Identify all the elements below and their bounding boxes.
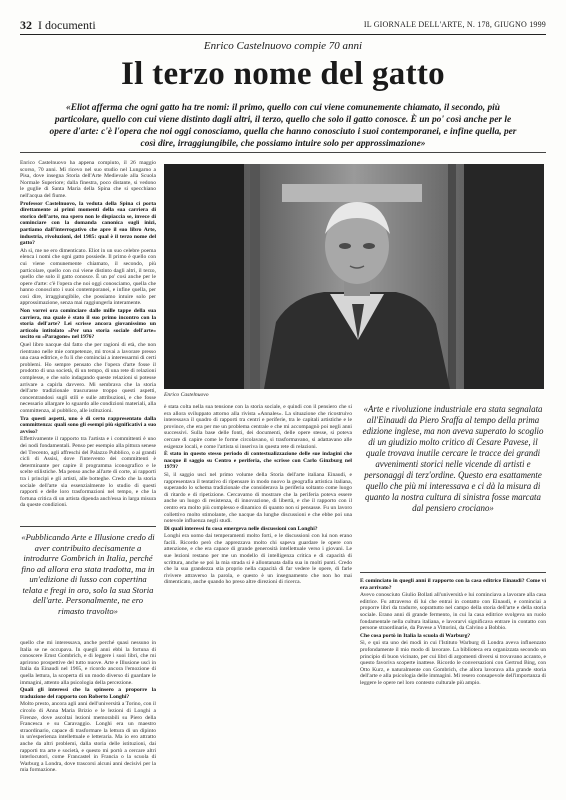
body-paragraph: Avevo conosciuto Giulio Bollati all'università e lui cominciava a lavorare alla casa editrice. Fu attraverso di lui che entrai in contatto con Einaudi, e cominciai a proporre libri da tradurre, soprattutto nel campo della storia dell'arte e della storia sociale. Erano anni di grande fermento, in cui la casa editrice svolgeva un ruolo fondamentale nella cultura italiana, e lavorarvi significava entrare in contatto con persone straordinarie, da Pavese a Vittorini, da Calvino a Bobbio. (360, 592, 546, 632)
page-header (20, 16, 546, 35)
body-paragraph: Sì, e qui sta uno dei modi in cui l'Istituto Warburg di Londra aveva influenzato profondamente il mio modo di lavorare. La biblioteca era organizzata secondo un principio di buon vicinato, per cui libri di argomenti diversi si trovavano accanto, e questo favoriva scoperte inattese. Ricordo le conversazioni con Gertrud Bing, con Otto Kurz, e naturalmente con Gombrich, che allora lavorava alla grande storia dell'arte e alla psicologia delle immagini. Mi resero consapevole dell'importanza di leggere le opere nel loro contesto culturale più ampio. (360, 640, 546, 686)
body-paragraph: Quel libro nacque dal fatto che per ragioni di età, che non rientrano nelle mie competenze, mi trovai a lavorare presso una casa editrice, e fu lì che cominciai a interessarmi di certi problemi. Ho sempre pensato che l'opera d'arte fosse il prodotto di una società, di un tempo, di una rete di relazioni complesse, e che solo indagando queste relazioni si potesse arrivare a capirla davvero. Mi sembrava che la storia dell'arte tradizionale trascurasse troppo questi aspetti, concentrandosi sugli stili e sulle attribuzioni, e che fosse necessario allargare lo sguardo alle condizioni materiali, alla committenza, al pubblico, alle istituzioni. (20, 342, 156, 414)
body-paragraph: Molto presto, ancora agli anni dell'università a Torino, con il circolo di Anna Maria Brizio e le lezioni di Longhi a Firenze, dove ascoltai lezioni memorabili su Piero della Francesca e su Caravaggio. Longhi era un maestro straordinario, capace di trasformare la lettura di un dipinto in un'esperienza intellettuale e letteraria. Ma io ero attratto anche da altri problemi, dalla storia delle istituzioni, dai rapporti tra arte e società, e questo mi portò a cercare altri interlocutori, come Francastel in Francia o la scuola di Warburg a Londra, dove trascorsi alcuni anni decisivi per la mia formazione. (20, 701, 156, 774)
body-paragraph: è stata colta nella sua tensione con la storia sociale, e quindi con il pensiero che si era allora sviluppato attorno alla rivista «Annales». La situazione che ricostruivo interessava il quadro di rapporti tra centri e periferie, tra le capitali artistiche e le province, che era per me un problema centrale e che mi accompagnò poi negli anni successivi. Sulla base delle fonti, dei documenti, delle opere stesse, si poteva cercare di capire come le forme circolavano, si trasformavano, si adattavano alle esigenze locali, e come l'artista si inseriva in questa rete di relazioni. (164, 404, 352, 450)
column-1-upper (20, 160, 156, 522)
photo-caption: Enrico Castelnuovo (164, 392, 209, 398)
portrait-image (164, 164, 544, 389)
column-2 (164, 404, 352, 780)
interview-question: È cominciato in quegli anni il rapporto con la casa editrice Einaudi? Come vi era arrivato? (360, 578, 546, 591)
body-paragraph: Longhi era uomo dai temperamenti molto forti, e le discussioni con lui non erano facili. Ricordo però che apprezzava molto chi sapeva guardare le opere con attenzione, e che era capace di grande generosità intellettuale verso i giovani. Le sue lezioni restano per me un modello di intelligenza critica e di capacità di scrittura, anche se poi la mia strada si è allontanata dalla sua in molti punti. Credo che la sua grandezza stia proprio nella capacità di far vedere le opere, di farle rivivere attraverso la parola, e questo è un insegnamento che non ho mai dimenticato, anche quando ho preso altre direzioni di ricerca. (164, 533, 352, 586)
publication-info: IL GIORNALE DELL'ARTE, N. 178, GIUGNO 1999 (363, 20, 546, 29)
interview-question: Quali gli interessi che la spinsero a proporre la traduzione del rapporto con Roberto Longhi? (20, 687, 156, 700)
interview-question: È stato in questo stesso periodo di contestualizzazione delle sue indagini che nacque il saggio su Centro e periferia, che scrisse con Carlo Ginzburg nel 1979? (164, 451, 352, 471)
pull-quote-left: «Pubblicando Arte e Illusione credo di aver contribuito decisamente a introdurre Gombrich in Italia, perché fino ad allora era stata tradotta, ma in un'edizione di lusso con copertina telata e fregi in oro, solo la sua Storia dell'arte. Personalmente, ne ero rimasto travolto» (21, 532, 155, 616)
body-paragraph: Effettivamente il rapporto tra l'artista e i committenti è uno dei nodi fondamentali. Penso per esempio alla pittura senese del Trecento, agli affreschi del Palazzo Pubblico, o ai grandi cicli di Assisi, dove l'intervento dei committenti è determinante per capire il programma iconografico e le scelte stilistiche. Ma penso anche all'arte di corte, ai rapporti tra i principi e gli artisti, alle botteghe. Credo che la storia sociale dell'arte sia essenzialmente lo studio di questi rapporti e delle loro trasformazioni nel tempo, e che la fortuna critica di un artista dipenda anch'essa in larga misura da queste condizioni. (20, 436, 156, 509)
pull-quote-rule (360, 572, 546, 573)
pull-quote-left-top-rule (20, 526, 156, 527)
interview-question: Di quali interessi fu cosa emergeva nelle discussioni con Longhi? (164, 525, 318, 532)
article-kicker: Enrico Castelnuovo compie 70 anni (203, 40, 363, 52)
body-paragraph: quello che mi interessava, anche perché quasi nessuno in Italia se ne occupava. In quegli anni ebbi la fortuna di conoscere Ernst Gombrich, e di leggere i suoi libri, che mi aprirono prospettive del tutto nuove. Arte e Illusione uscì in Italia da Einaudi nel 1965, e ricordo ancora l'emozione di quella lettura, la scoperta di un modo diverso di guardare le immagini, attento alla psicologia della percezione. (20, 640, 156, 686)
header-left (20, 18, 96, 33)
body-paragraph: Enrico Castelnuovo ha appena compiuto, il 26 maggio scorso, 70 anni. Mi ricevo nel suo studio nel Lungarno a Pisa, dove insegna Storia dell'Arte Medievale alla Scuola Normale Superiore; dalla finestra, poco distante, si vedono le guglie di Santa Maria della Spina che si specchiano nell'acqua del fiume. (20, 160, 156, 199)
section-name: I documenti (38, 18, 96, 32)
pull-quote-right: «Arte e rivoluzione industriale era stata segnalata all'Einaudi da Piero Sraffa al tempo della prima edizione inglese, ma non aveva superato lo scoglio di un giudizio molto critico di Cesare Pavese, il quale trovava inutile cercare le tracce dei grandi avvenimenti storici nelle vicende di artisti e personaggi di terz'ordine. Questo era esattamente quello che più mi interessava e ci dà la misura di quanto la nostra cultura di sinistra fosse marcata dal pensiero crociano» (362, 404, 544, 513)
portrait-photo (164, 164, 544, 389)
deck-rule (20, 152, 546, 153)
column-1-lower (20, 640, 156, 780)
body-paragraph: Ah sì, me ne ero dimenticato. Eliot in un suo celebre poema elenca i nomi che ogni gatto possiede. Il primo è quello con cui viene comunemente chiamato, il secondo, più particolare, quello con cui viene distinto dagli altri, il terzo, quello che solo il gatto conosce. È un po' così anche per le opere d'arte: c'è l'opera che noi oggi conosciamo, quella che hanno conosciuto i suoi contemporanei, e infine quella, per così dire, irraggiungibile, che possiamo intuire solo per approssimazione, senza mai raggiungerla interamente. (20, 247, 156, 307)
interview-question: Tra questi aspetti, uno è di certo rappresentato dalla committenza: quali sono gli esempi più significativi a suo avviso? (20, 415, 156, 435)
article-title: Il terzo nome del gatto (121, 56, 445, 92)
interview-question: Che cosa portò in Italia la scuola di Warburg? (360, 632, 471, 639)
interview-question: Non vorrei ora cominciare dalle mille tappe della sua carriera, ma quale è stato il suo primo incontro con la storia dell'arte? Lei scrisse ancora giovanissimo un articolo intitolato «Per una storia sociale dell'arte» uscito su «Paragone» nel 1976? (20, 308, 156, 341)
article-deck: «Eliot afferma che ogni gatto ha tre nomi: il primo, quello con cui viene comunemente chiamato, il secondo, più particolare, quello con cui viene distinto dagli altri, il terzo, quello che solo il gatto conosce. È un po' così anche per le opere d'arte: c'è l'opera che noi oggi conosciamo, quella che hanno conosciuto i suoi contemporanei, e infine quella, per così dire, irraggiungibile, che possiamo intuire solo per approssimazione» (49, 103, 517, 149)
column-3 (360, 578, 546, 780)
interview-question: Professor Castelnuovo, la veduta della Spina ci porta direttamente ai primi momenti della sua carriera di storico dell'arte, ma spero non le dispiaccia se, invece di cominciare con la domanda canonica sugli inizi, partiamo dall'interrogativo che apre il suo libro Arte, industria, rivoluzioni, del 1985: qual è il terzo nome del gatto? (20, 200, 156, 247)
page-number: 32 (20, 18, 32, 32)
body-paragraph: Sì, il saggio uscì nel primo volume della Storia dell'arte italiana Einaudi, e rappresentava il tentativo di ripensare in modo nuovo la geografia artistica italiana, superando lo schema tradizionale che considerava la periferia soltanto come luogo di ritardo e di ripetizione. Cercavamo di mostrare che la periferia poteva essere anche un luogo di resistenza, di innovazione, di libertà, e che il rapporto con il centro era molto più complesso e dinamico di quanto non si pensasse. Fu un lavoro collettivo molto stimolante, che nacque da lunghe discussioni e che ebbe poi una notevole influenza negli studi. (164, 471, 352, 525)
